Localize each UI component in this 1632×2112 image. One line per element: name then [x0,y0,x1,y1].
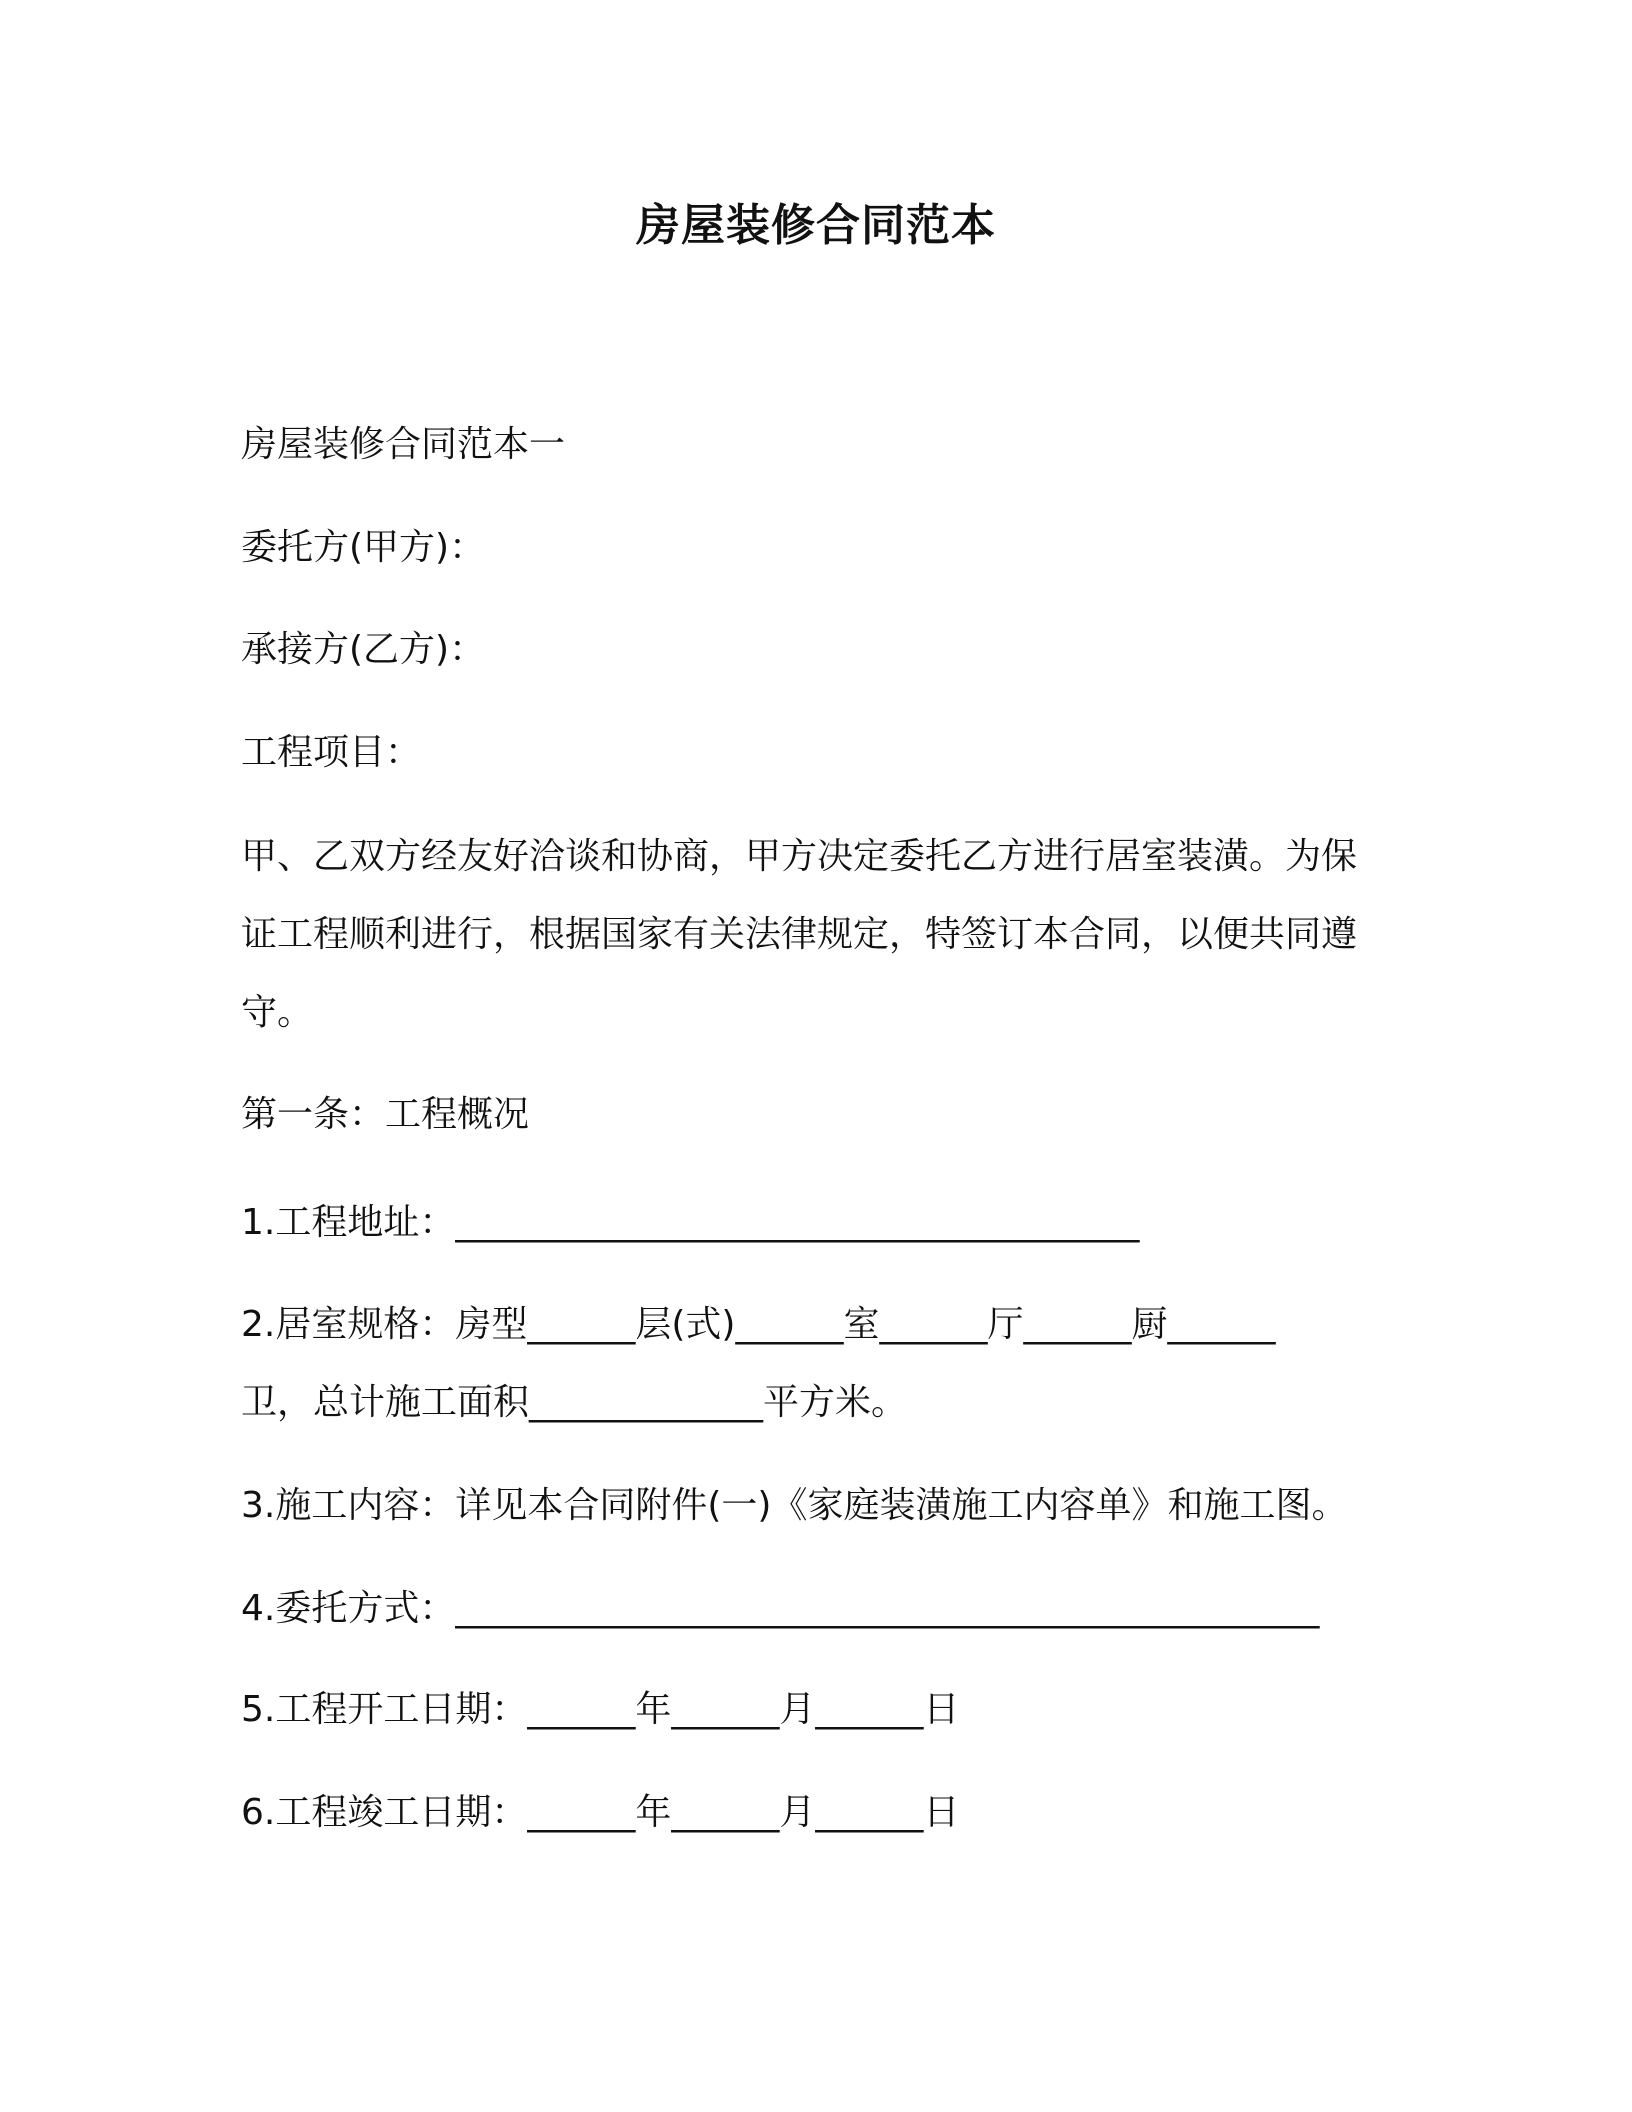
item-3-construction-content: 3.施工内容：详见本合同附件(一)《家庭装潢施工内容单》和施工图。 [241,1485,1348,1526]
document-title: 房屋装修合同范本 [636,200,996,251]
article-1-heading: 第一条：工程概况 [241,1094,530,1135]
item-1-address: 1.工程地址：______________________________________ [241,1202,1140,1243]
party-a-label: 委托方(甲方)： [241,527,486,568]
item-4-commission-method: 4.委托方式：________________________________________________ [241,1588,1320,1629]
party-b-label: 承接方(乙方)： [241,629,486,670]
contract-subtitle: 房屋装修合同范本一 [241,424,566,465]
item-5-start-date: 5.工程开工日期：______年______月______日 [241,1689,960,1730]
preamble-paragraph: 甲、乙双方经友好洽谈和协商，甲方决定委托乙方进行居室装潢。为保证工程顺利进行，根据国家有关法律规定，特签订本合同，以便共同遵守。 [241,836,1358,1033]
item-6-completion-date: 6.工程竣工日期：______年______月______日 [241,1792,960,1833]
project-label: 工程项目： [241,732,422,773]
item-2-room-spec-cont: 卫，总计施工面积_____________平方米。 [241,1382,908,1423]
item-2-room-spec: 2.居室规格：房型______层(式)______室______厅______厨______ [241,1304,1276,1345]
